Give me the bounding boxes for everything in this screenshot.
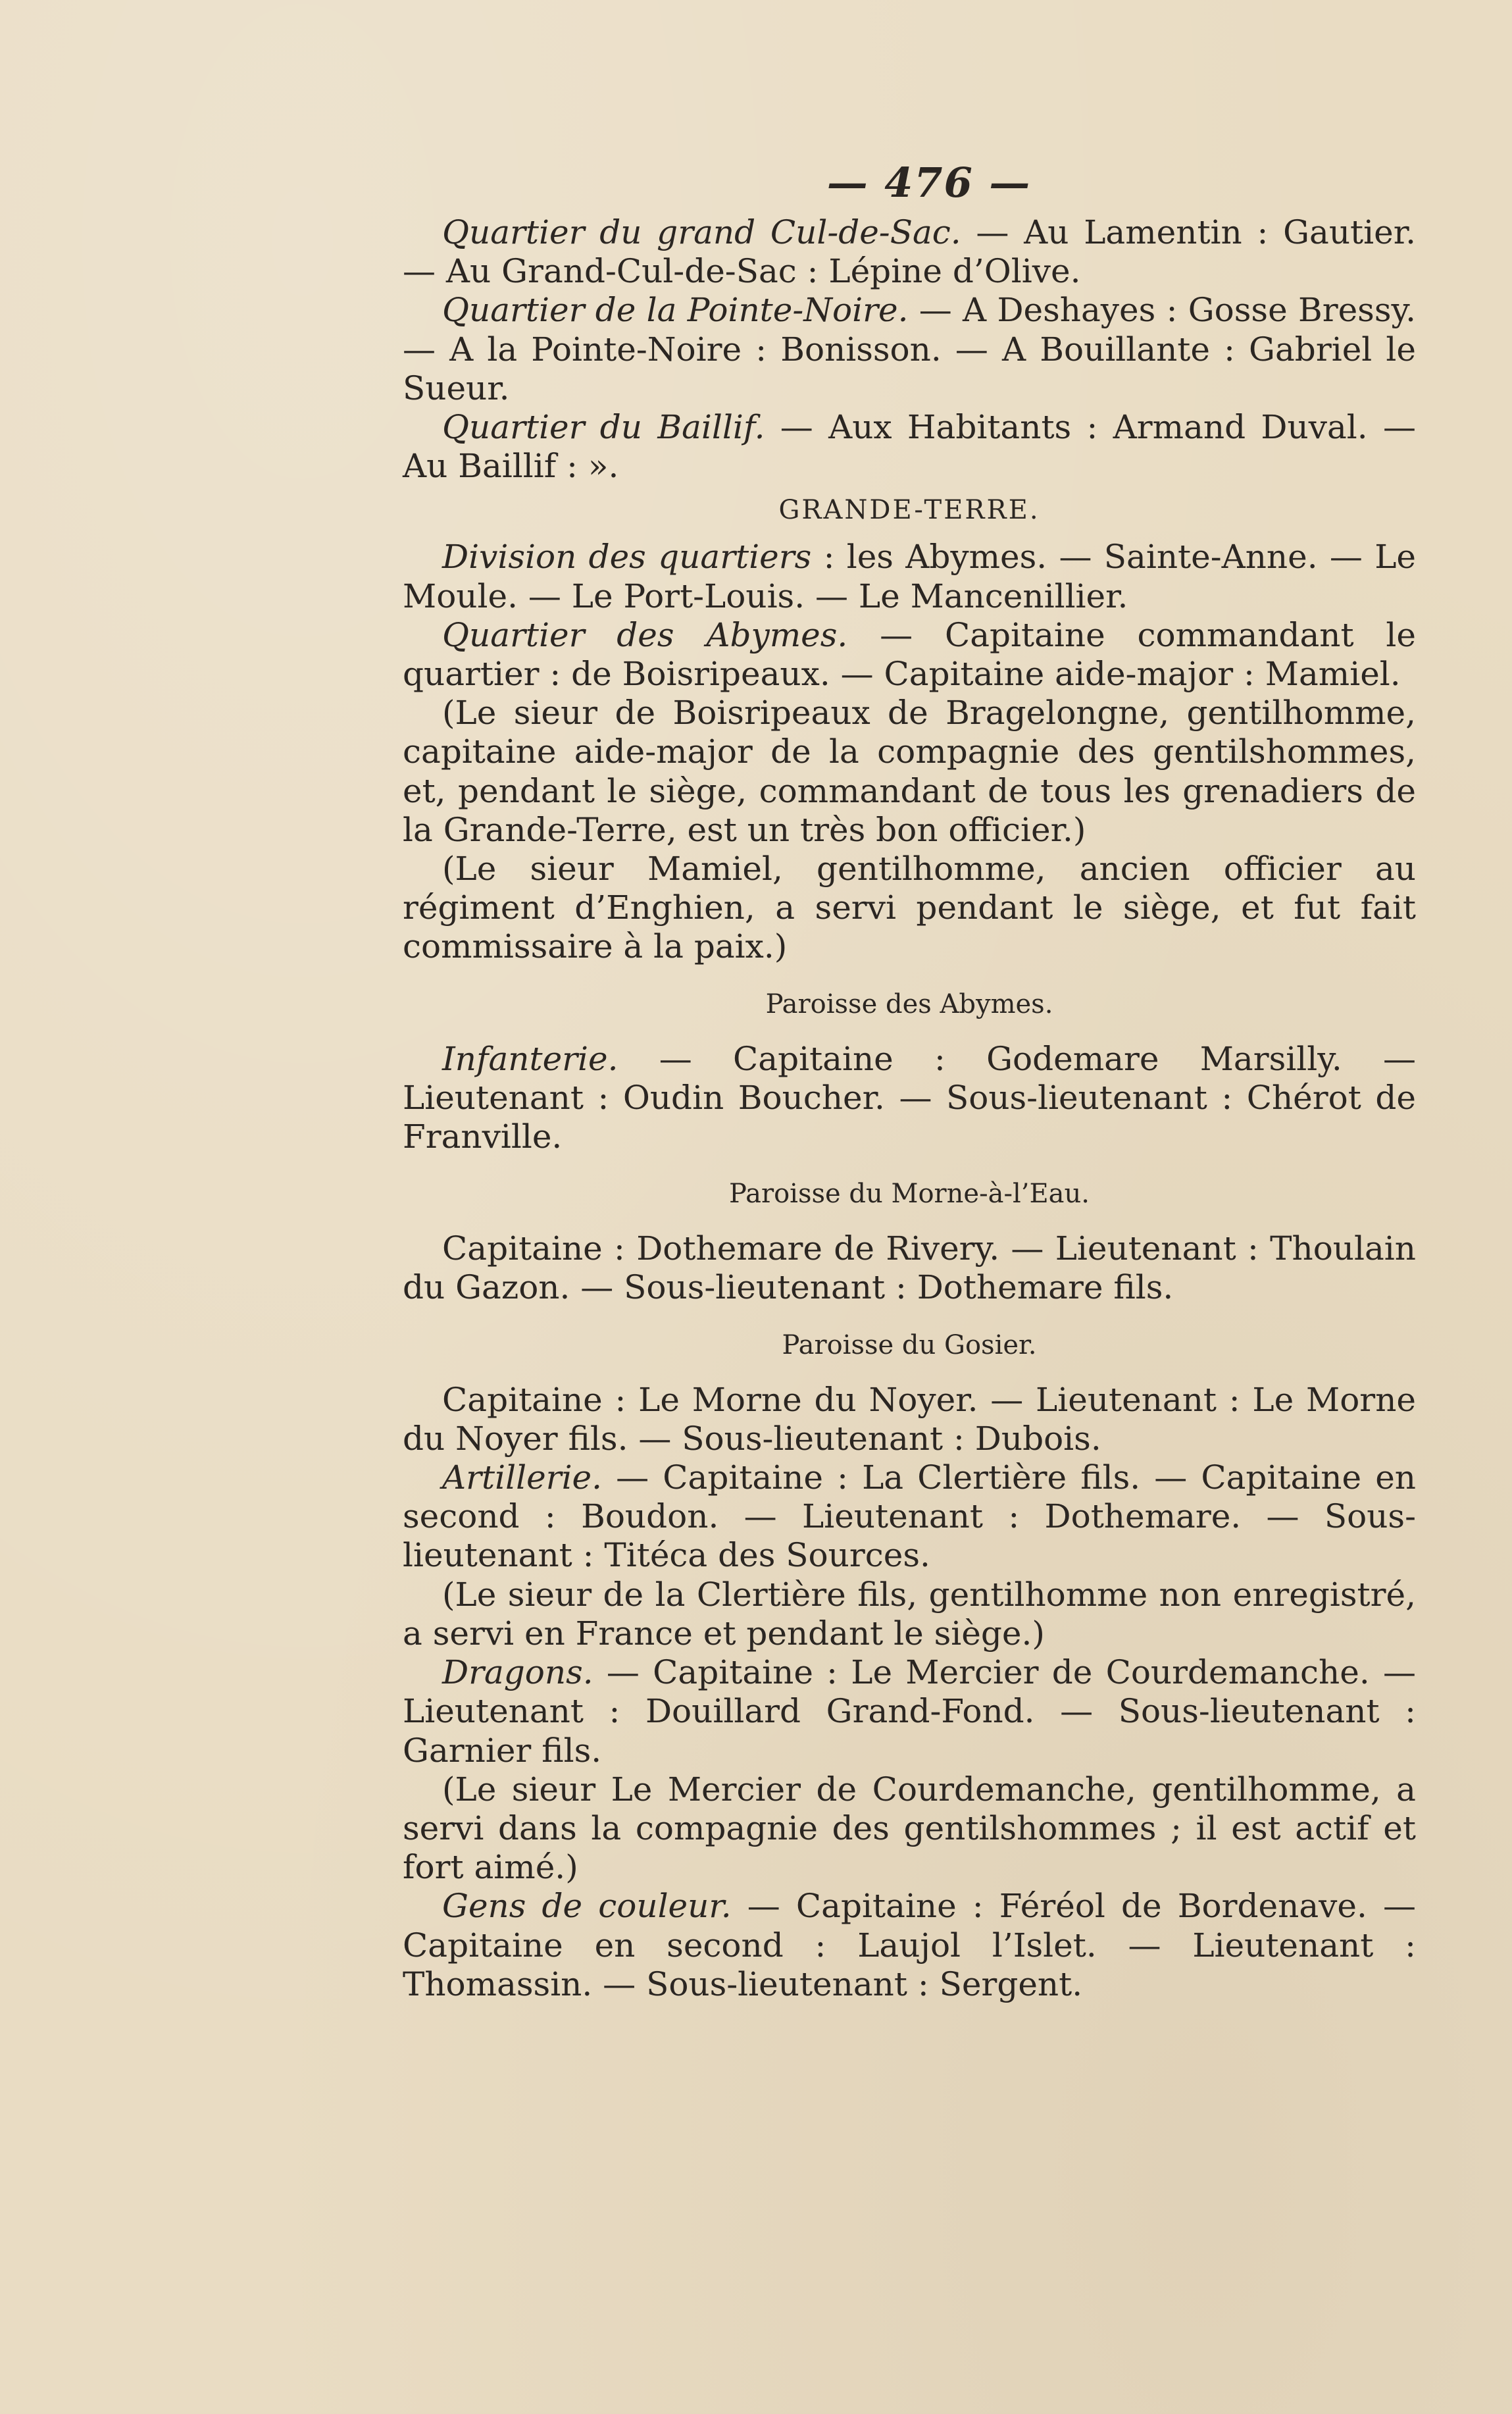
paragraph-note-clertiere: (Le sieur de la Clertière fils, gentilhomme non enregistré, a servi en France et pendant le siège.) xyxy=(403,1575,1416,1653)
paragraph-quartier-pointe-noire: Quartier de la Pointe-Noire. — A Deshayes : Gosse Bressy. — A la Pointe-Noire : Bonisson. — A Bouillante : Gabriel le Sueur. xyxy=(403,291,1416,407)
heading-paroisse-abymes: Paroisse des Abymes. xyxy=(765,989,1053,1019)
paragraph-morne-officers: Capitaine : Dothemare de Rivery. — Lieutenant : Thoulain du Gazon. — Sous-lieutenant : Dothemare fils. xyxy=(403,1229,1416,1307)
paragraph-division-quartiers: Division des quartiers : les Abymes. — Sainte-Anne. — Le Moule. — Le Port-Louis. — Le Mancenillier. xyxy=(403,538,1416,615)
text-block xyxy=(403,157,1416,2004)
paragraph-artillerie: Artillerie. — Capitaine : La Clertière fils. — Capitaine en second : Boudon. — Lieutenant : Dothemare. — Sous-lieutenant : Titéca des Sources. xyxy=(403,1458,1416,1575)
paragraph-infanterie: Infanterie. — Capitaine : Godemare Marsilly. — Lieutenant : Oudin Boucher. — Sous-lieutenant : Chérot de Franville. xyxy=(403,1039,1416,1156)
paragraph-gosier-officers: Capitaine : Le Morne du Noyer. — Lieutenant : Le Morne du Noyer fils. — Sous-lieutenant : Dubois. xyxy=(403,1380,1416,1458)
paragraph-quartier-baillif: Quartier du Baillif. — Aux Habitants : Armand Duval. — Au Baillif : ». xyxy=(403,408,1416,486)
paragraph-note-courdemanche: (Le sieur Le Mercier de Courdemanche, gentilhomme, a servi dans la compagnie des gentilshommes ; il est actif et fort aimé.) xyxy=(403,1770,1416,1887)
section-heading-grande-terre: GRANDE-TERRE. xyxy=(778,495,1040,526)
paragraph-note-boisripeaux: (Le sieur de Boisripeaux de Bragelongne, gentilhomme, capitaine aide-major de la compagnie des gentilshommes, et, pendant le siège, commandant de tous les grenadiers de la Grande-Terre, est un très bon officier.) xyxy=(403,694,1416,849)
heading-paroisse-gosier: Paroisse du Gosier. xyxy=(782,1329,1037,1360)
paragraph-quartier-abymes: Quartier des Abymes. — Capitaine commandant le quartier : de Boisripeaux. — Capitaine aide-major : Mamiel. xyxy=(403,615,1416,694)
paragraph-gens-de-couleur: Gens de couleur. — Capitaine : Féréol de Bordenave. — Capitaine en second : Laujol l’Islet. — Lieutenant : Thomassin. — Sous-lieutenant : Sergent. xyxy=(403,1887,1416,2003)
page-number: — 476 — xyxy=(826,159,1032,207)
paragraph-quartier-grand-cul-de-sac: Quartier du grand Cul-de-Sac. — Au Lamentin : Gautier. — Au Grand-Cul-de-Sac : Lépine d’Olive. xyxy=(403,213,1417,291)
heading-paroisse-morne-a-l-eau: Paroisse du Morne-à-l’Eau. xyxy=(729,1179,1090,1210)
paragraph-dragons: Dragons. — Capitaine : Le Mercier de Courdemanche. — Lieutenant : Douillard Grand-Fond. — Sous-lieutenant : Garnier fils. xyxy=(403,1653,1416,1770)
paragraph-note-mamiel: (Le sieur Mamiel, gentilhomme, ancien officier au régiment d’Enghien, a servi pendant le siège, et fut fait commissaire à la paix.) xyxy=(403,850,1416,966)
